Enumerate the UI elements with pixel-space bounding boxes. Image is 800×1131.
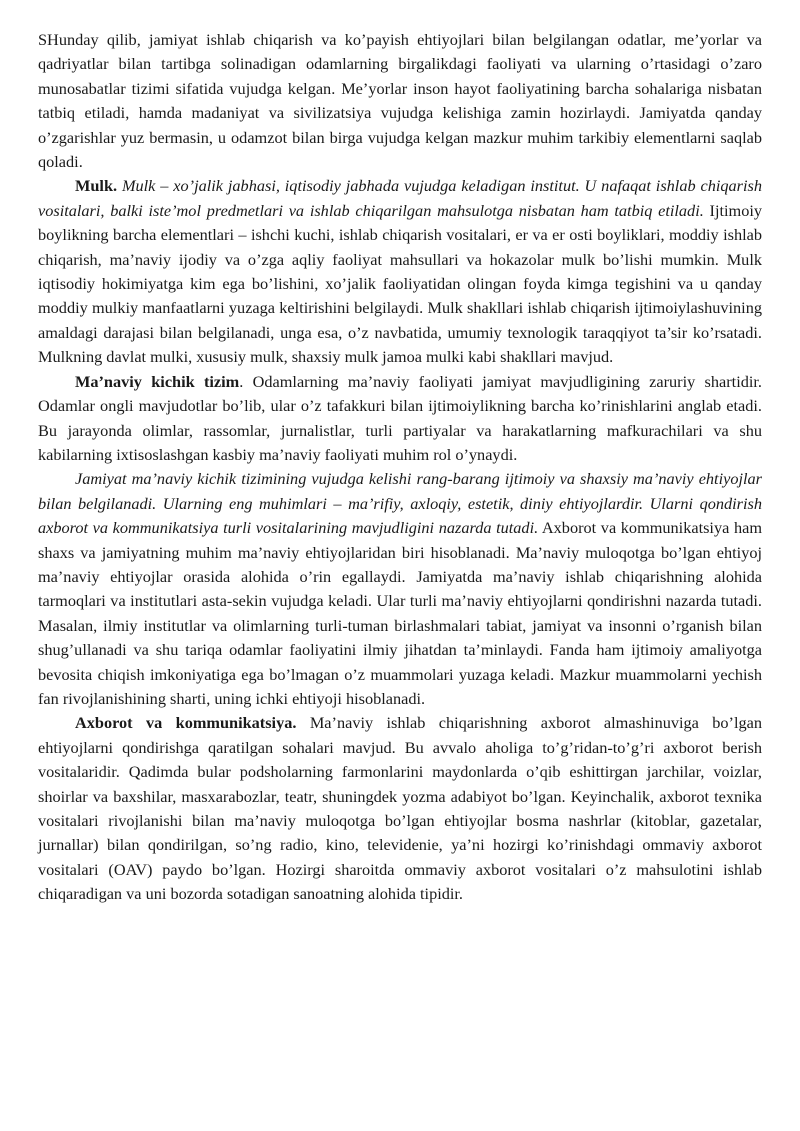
term-definition: Mulk – xo’jalik jabhasi, iqtisodiy jabhada vujudga keladigan institut. U nafaqat ishlab chiqarish vositalari, balki iste’mol predmetlari va ishlab chiqarilgan mahsulotga nisbatan ham tatbiq etiladi. bbox=[38, 176, 762, 220]
paragraph-text: Ijtimoiy boylikning barcha elementlari – ishchi kuchi, ishlab chiqarish vositalari, er va er osti boyliklari, moddiy ishlab chiqarish, ma’naviy ijodiy va o’zga aqliy faoliyat mahsullari va hokazolar mulk bo’lishi mumkin. Mulk iqtisodiy hokimiyatga kim ega bo’lishini, xo’jalik faoliyatidan olingan foyda kimga tegishini va u qanday moddiy mulkiy manfaatlarni yuzaga keltirishini belgilaydi. Mulk shakllari ishlab chiqarish ijtimoiylashuvining amaldagi darajasi bilan belgilanadi, unga esa, o’z navbatida, umumiy texnologik taraqqiyot ta’sir ko’rsatadi. Mulkning davlat mulki, xususiy mulk, shaxsiy mulk jamoa mulki kabi shakllari mavjud. bbox=[38, 200, 762, 367]
document-page bbox=[38, 28, 762, 907]
paragraph-axborot-kommunikatsiya bbox=[38, 711, 762, 906]
paragraph-text: SHunday qilib, jamiyat ishlab chiqarish va ko’payish ehtiyojlari bilan belgilangan odatlar, me’yorlar va qadriyatlar bilan tartibga solinadigan odamlarning birgalikdagi faoliyati va ularning o’rtasidagi o’zaro munosabatlar tizimi sifatida vujudga kelgan. Me’yorlar inson hayot faoliyatining barcha sohalariga nisbatan tatbiq etiladi, hamda madaniyat va sivilizatsiya vujudga kelishiga zamin hozirlaydi. Jamiyatda qanday o’zgarishlar yuz bermasin, u odamzot bilan birga vujudga kelgan mazkur muhim tarkibiy elementlarni saqlab qoladi. bbox=[38, 30, 762, 172]
paragraph-text: Ma’naviy ishlab chiqarishning axborot almashinuviga bo’lgan ehtiyojlarni qondirishga qaratilgan sohalari mavjud. Bu avvalo aholiga to’g’ridan-to’g’ri axborot berish vositalaridir. Qadimda bular podsholarning farmonlarini maydonlarda o’qib eshittirgan jarchilar, voizlar, shoirlar va baxshilar, masxarabozlar, teatr, shuningdek yozma adabiyot bo’lgan. Keyinchalik, axborot texnika vositalari rivojlanishi bilan ma’naviy muloqotga bo’lgan ehtiyojlar bosma nashrlar (kitoblar, gazetalar, jurnallar) bilan qondirilgan, so’ng radio, kino, televidenie, ya’ni hozirgi ko’rinishdagi ommaviy axborot vositalari (OAV) paydo bo’lgan. Hozirgi sharoitda ommaviy axborot vositalari o’z mahsulotini ishlab chiqaradigan va uni bozorda sotadigan sanoatning alohida tipidir. bbox=[38, 713, 763, 904]
paragraph-manaviy-ehtiyojlar bbox=[38, 467, 762, 711]
term-heading: Ma’naviy kichik tizim bbox=[75, 371, 240, 391]
italic-statement: Jamiyat ma’naviy kichik tizimining vujudga kelishi rang-barang ijtimoiy va shaxsiy ma’naviy ehtiyojlar bilan belgilanadi. Ularning eng muhimlari – ma’rifiy, axloqiy, estetik, diniy ehtiyojlardir. Ularni qondirish axborot va kommunikatsiya turli vositalarining mavjudligini nazarda tutadi. bbox=[38, 469, 762, 538]
paragraph-text: . Odamlarning ma’naviy faoliyati jamiyat mavjudligining zaruriy shartidir. Odamlar ongli mavjudotlar bo’lib, ular o’z tafakkuri bilan ijtimoiylikning barcha ko’rinishlarini anglab etadi. Bu jarayonda olimlar, rassomlar, jurnalistlar, turli partiyalar va harakatlarning mafkurachilari va shu kabilarning ixtisoslashgan kasbiy ma’naviy faoliyati muhim rol o’ynaydi. bbox=[38, 371, 762, 464]
term-heading: Mulk. bbox=[75, 176, 118, 196]
paragraph-manaviy-kichik-tizim bbox=[38, 370, 762, 468]
term-heading: Axborot va kommunikatsiya. bbox=[75, 713, 297, 733]
paragraph-mulk bbox=[38, 174, 762, 369]
paragraph-text: Axborot va kommunikatsiya ham shaxs va jamiyatning muhim ma’naviy ehtiyojlaridan biri hisoblanadi. Ma’naviy muloqotga bo’lgan ehtiyoj ma’naviy ehtiyojlar orasida alohida o’rin egallaydi. Jamiyatda ma’naviy ishlab chiqarishning alohida tarmoqlari va institutlari asta-sekin vujudga keladi. Ular turli ma’naviy ehtiyojlarni qondirishni nazarda tutadi. Masalan, ilmiy institutlar va olimlarning turli-tuman birlashmalari tabiat, jamiyat va insonni o’rganish bilan shug’ullanadi va shu tariqa odamlar faoliyatini ilmiy jihatdan ta’minlaydi. Fanda ham ijtimoiy amaliyotga bevosita chiqish imkoniyatiga ega bo’lmagan o’z muammolari yuzaga keladi. Mazkur muammolarni yechish fan rivojlanishining sharti, uning ichki ehtiyoji hisoblanadi. bbox=[38, 518, 762, 708]
paragraph-intro bbox=[38, 28, 762, 174]
